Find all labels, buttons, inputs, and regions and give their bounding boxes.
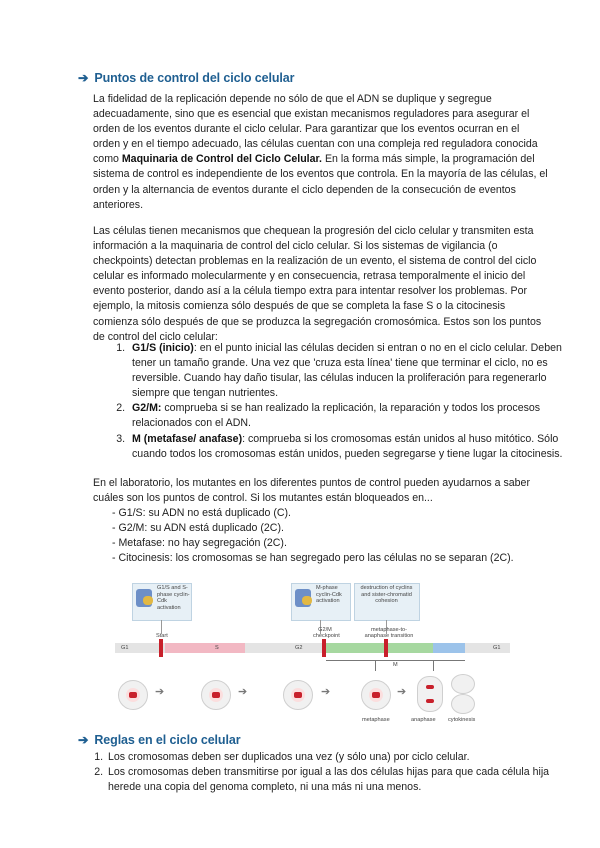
m-bracket-line bbox=[326, 660, 465, 661]
checkpoint-name: G1/S (inicio) bbox=[132, 342, 194, 354]
list-item: - Citocinesis: los cromosomas se han segregado pero las células no se separan (2C). bbox=[112, 552, 514, 565]
list-item: - G1/S: su ADN no está duplicado (C). bbox=[112, 507, 291, 519]
mutant-list bbox=[112, 506, 514, 566]
section-heading-checkpoints bbox=[78, 70, 294, 85]
phase-label: G2 bbox=[295, 645, 303, 651]
section-title: Puntos de control del ciclo celular bbox=[94, 71, 295, 85]
cell-icon bbox=[451, 694, 475, 714]
cytokinesis-segment bbox=[433, 643, 465, 653]
phase-label: G1 bbox=[121, 645, 129, 651]
paragraph-fidelity bbox=[93, 92, 548, 213]
checkpoint-name: M (metafase/ anafase) bbox=[132, 432, 243, 445]
metaphase-anaphase-label: metaphase-to-anaphase transition bbox=[364, 627, 414, 640]
cell-cycle-figure bbox=[115, 576, 510, 736]
cell-icon bbox=[118, 680, 148, 710]
arrow-right-icon: ➔ bbox=[155, 686, 165, 698]
list-item bbox=[128, 432, 568, 462]
stage-label: cytokinesis bbox=[448, 717, 476, 723]
list-item: - G2/M: su ADN está duplicado (2C). bbox=[112, 522, 284, 535]
cell-icon bbox=[201, 680, 231, 710]
list-item bbox=[128, 401, 568, 431]
list-item: 1. Los cromosomas deben ser duplicados una vez (y sólo una) por ciclo celular. bbox=[106, 750, 566, 765]
g2m-marker bbox=[322, 639, 326, 657]
connector-line bbox=[161, 620, 162, 634]
stage-label: anaphase bbox=[411, 717, 436, 723]
rules-list bbox=[88, 750, 566, 795]
m-bracket-line bbox=[433, 661, 434, 671]
m-bracket-line bbox=[375, 661, 376, 671]
s-phase-segment bbox=[165, 643, 245, 653]
paragraph-text: La fidelidad de la replicación depende no sólo de que el ADN se duplique y segregue adecuadamente, sino que es esencial que existan mecanismos reguladores para asegurar el orden de los eventos durante el ciclo celular. Para garantizar que los eventos ocurran en el orden y en el tiempo adecuado, las células cuentan con una compleja red reguladora conocida como bbox=[93, 93, 538, 166]
checkpoint-list bbox=[106, 341, 568, 462]
paragraph-mutants: En el laboratorio, los mutantes en los diferentes puntos de control pueden ayudarnos a saber cuáles son los puntos de control. Si los mutantes están bloqueados en... bbox=[93, 477, 530, 505]
metaphase-marker bbox=[384, 639, 388, 657]
start-label: Start bbox=[156, 633, 168, 639]
arrow-right-icon: ➔ bbox=[238, 686, 248, 698]
arrow-right-icon: ➔ bbox=[321, 686, 331, 698]
list-item: 2. Los cromosomas deben transmitirse por igual a las dos células hijas para que cada célula hija herede una copia del genoma completo, ni una más ni una menos. bbox=[106, 765, 566, 795]
phase-label: G1 bbox=[493, 645, 501, 651]
bold-term: Maquinaria de Control del Ciclo Celular. bbox=[121, 153, 322, 166]
checkpoint-text: : comprueba si los cromosomas están unidos al huso mitótico. Sólo cuando todos los cromosomas están unidos, pueden segregarse y tiene lugar la citocinesis. bbox=[132, 432, 563, 460]
box-label: G1/S and S-phase cyclin-Cdk activation bbox=[157, 585, 190, 611]
section-title: Reglas en el ciclo celular bbox=[94, 733, 241, 747]
m-phase-segment bbox=[326, 643, 433, 653]
checkpoint-text: comprueba si se han realizado la replicación, la reparación y todos los procesos relacionados con el ADN. bbox=[132, 402, 541, 430]
arrow-right-icon: ➔ bbox=[78, 71, 89, 85]
checkpoint-text: : en el punto inicial las células deciden si entran o no en el ciclo celular. Deben tener un tamaño grande. Una vez que 'cruza esta línea' tiene que terminar el ciclo, no es reversible. Cuando hay daño tisular, las células inducen la proliferación para regenerarlo siempre que tengan nutrientes. bbox=[132, 342, 562, 400]
list-item: - Metafase: no hay segregación (2C). bbox=[112, 537, 287, 550]
cell-icon bbox=[283, 680, 313, 710]
arrow-right-icon: ➔ bbox=[397, 686, 407, 698]
cyclin-icon bbox=[143, 596, 153, 605]
cell-icon bbox=[451, 674, 475, 694]
g2m-checkpoint-label: G2/M checkpoint bbox=[313, 627, 340, 640]
stage-label: metaphase bbox=[362, 717, 390, 723]
box-label: M-phase cyclin-Cdk activation bbox=[316, 585, 342, 604]
start-marker bbox=[159, 639, 163, 657]
section-heading-rules bbox=[78, 732, 240, 747]
arrow-right-icon: ➔ bbox=[78, 733, 89, 747]
cyclin-icon bbox=[302, 596, 312, 605]
cell-icon bbox=[361, 680, 391, 710]
cell-icon bbox=[417, 676, 443, 712]
phase-label: S bbox=[215, 645, 219, 651]
checkpoint-name: G2/M: bbox=[132, 402, 162, 415]
list-item bbox=[128, 341, 568, 401]
paragraph-text: En la forma más simple, la programación del sistema de control es independiente de los eventos que controla. En la mayoría de las células, el orden y la alternancia de eventos durante el ciclo dependen de la consecución de eventos anteriores. bbox=[93, 153, 548, 211]
box-label: destruction of cyclins and sister-chromatid cohesion bbox=[360, 585, 413, 604]
paragraph-mechanisms: Las células tienen mecanismos que chequean la progresión del ciclo celular y transmiten esta información a la maquinaria de control del ciclo celular. Si los sistemas de vigilancia (o checkpoints) detectan problemas en la realización de un evento, el sistema de control del ciclo celular es informado molecularmente y en consecuencia, retrasa temporalmente el inicio del evento posterior, dando así a la célula tiempo extra para intentar resolver los problemas. Por ejemplo, la mitosis comienza sólo después de que se completa la fase S o la citocinesis comienza sólo después de que se produzca la segregación cromosómica. Estos son los puntos de control del ciclo celular: bbox=[93, 225, 542, 343]
m-label: M bbox=[393, 662, 398, 668]
